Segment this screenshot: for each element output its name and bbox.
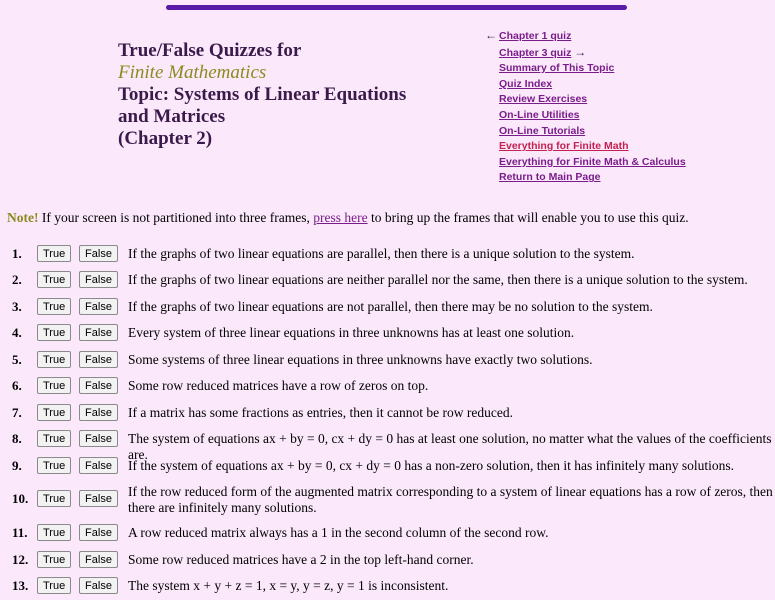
question-text: The system x + y + z = 1, x = y, y = z, y = 1 is inconsistent. — [128, 578, 449, 593]
true-button[interactable]: True — [37, 430, 71, 447]
question-text: The system of equations ax + by = 0, cx + dy = 0 has at least one solution, no matter what the values of the coefficients are. — [128, 431, 772, 462]
true-button[interactable]: True — [37, 457, 71, 474]
note-text-before: If your screen is not partitioned into three frames, — [38, 210, 314, 225]
nav-quiz-index[interactable]: Quiz Index — [499, 77, 553, 90]
question-number: 7. — [12, 405, 22, 420]
nav-review-exercises[interactable]: Review Exercises — [499, 93, 588, 106]
false-button[interactable]: False — [79, 245, 118, 262]
question-text: A row reduced matrix always has a 1 in the second column of the second row. — [128, 525, 549, 540]
question-number: 9. — [12, 458, 22, 473]
question-text: Some row reduced matrices have a row of zeros on top. — [128, 378, 429, 393]
false-button[interactable]: False — [79, 524, 118, 541]
question-number: 11. — [12, 525, 28, 540]
nav-chapter-1-quiz[interactable]: Chapter 1 quiz — [499, 30, 572, 42]
question-number: 5. — [12, 352, 22, 367]
nav-chapter-3-quiz[interactable]: Chapter 3 quiz — [499, 46, 572, 59]
false-button[interactable]: False — [79, 271, 118, 288]
question-text: Every system of three linear equations in three unknowns has at least one solution. — [128, 325, 575, 340]
question-text: If the graphs of two linear equations are not parallel, then there may be no solution to the system. — [128, 299, 653, 314]
page-title — [118, 40, 458, 150]
press-here-link[interactable]: press here — [313, 210, 368, 225]
question-number: 8. — [12, 431, 22, 446]
question-text: Some systems of three linear equations in three unknowns have exactly two solutions. — [128, 352, 593, 367]
false-button[interactable]: False — [79, 351, 118, 368]
false-button[interactable]: False — [79, 551, 118, 568]
true-button[interactable]: True — [37, 404, 71, 421]
true-button[interactable]: True — [37, 324, 71, 341]
question-number: 13. — [12, 578, 29, 593]
top-divider-bar — [166, 5, 627, 10]
true-button[interactable]: True — [37, 245, 71, 262]
question-text: If the row reduced form of the augmented matrix corresponding to a system of linear equations has a row of zeros, then there are infinitely many solutions. — [128, 484, 773, 515]
nav-everything-finite-calc[interactable]: Everything for Finite Math & Calculus — [499, 155, 686, 168]
false-button[interactable]: False — [79, 577, 118, 594]
question-number: 10. — [12, 491, 29, 506]
false-button[interactable]: False — [79, 490, 118, 507]
question-number: 3. — [12, 299, 22, 314]
question-number: 1. — [12, 246, 22, 261]
true-button[interactable]: True — [37, 377, 71, 394]
question-text: Some row reduced matrices have a 2 in the top left-hand corner. — [128, 552, 474, 567]
question-text: If the graphs of two linear equations are parallel, then there is a unique solution to the system. — [128, 246, 635, 261]
nav-summary[interactable]: Summary of This Topic — [499, 62, 615, 75]
nav-return-main[interactable]: Return to Main Page — [499, 171, 601, 184]
question-number: 6. — [12, 378, 22, 393]
true-button[interactable]: True — [37, 271, 71, 288]
false-button[interactable]: False — [79, 457, 118, 474]
arrow-left-icon: ← — [485, 28, 497, 42]
question-text: If the system of equations ax + by = 0, cx + dy = 0 has a non-zero solution, then it has infinitely many solutions. — [128, 458, 734, 473]
true-button[interactable]: True — [37, 298, 71, 315]
title-topic: Topic: Systems of Linear Equations — [118, 84, 407, 105]
false-button[interactable]: False — [79, 430, 118, 447]
question-number: 4. — [12, 325, 22, 340]
title-line-1: True/False Quizzes for — [118, 40, 302, 61]
true-button[interactable]: True — [37, 490, 71, 507]
nav-everything-finite-math[interactable]: Everything for Finite Math — [499, 140, 629, 153]
nav-links — [485, 28, 686, 186]
true-button[interactable]: True — [37, 551, 71, 568]
question-text: If a matrix has some fractions as entries, then it cannot be row reduced. — [128, 405, 513, 420]
note-label: Note! — [7, 210, 39, 225]
nav-online-tutorials[interactable]: On-Line Tutorials — [499, 124, 586, 137]
false-button[interactable]: False — [79, 377, 118, 394]
nav-online-utilities[interactable]: On-Line Utilities — [499, 108, 580, 121]
arrow-right-icon: → — [574, 44, 587, 59]
title-chapter: (Chapter 2) — [118, 128, 213, 149]
true-button[interactable]: True — [37, 524, 71, 541]
true-button[interactable]: True — [37, 577, 71, 594]
question-number: 12. — [12, 552, 29, 567]
title-topic-cont: and Matrices — [118, 106, 226, 127]
note-text-after: to bring up the frames that will enable you to use this quiz. — [367, 210, 689, 225]
false-button[interactable]: False — [79, 298, 118, 315]
frames-note — [7, 210, 689, 226]
false-button[interactable]: False — [79, 324, 118, 341]
true-button[interactable]: True — [37, 351, 71, 368]
title-subject: Finite Mathematics — [118, 62, 267, 83]
question-number: 2. — [12, 272, 22, 287]
false-button[interactable]: False — [79, 404, 118, 421]
question-text: If the graphs of two linear equations are neither parallel nor the same, then there is a unique solution to the system. — [128, 272, 748, 287]
